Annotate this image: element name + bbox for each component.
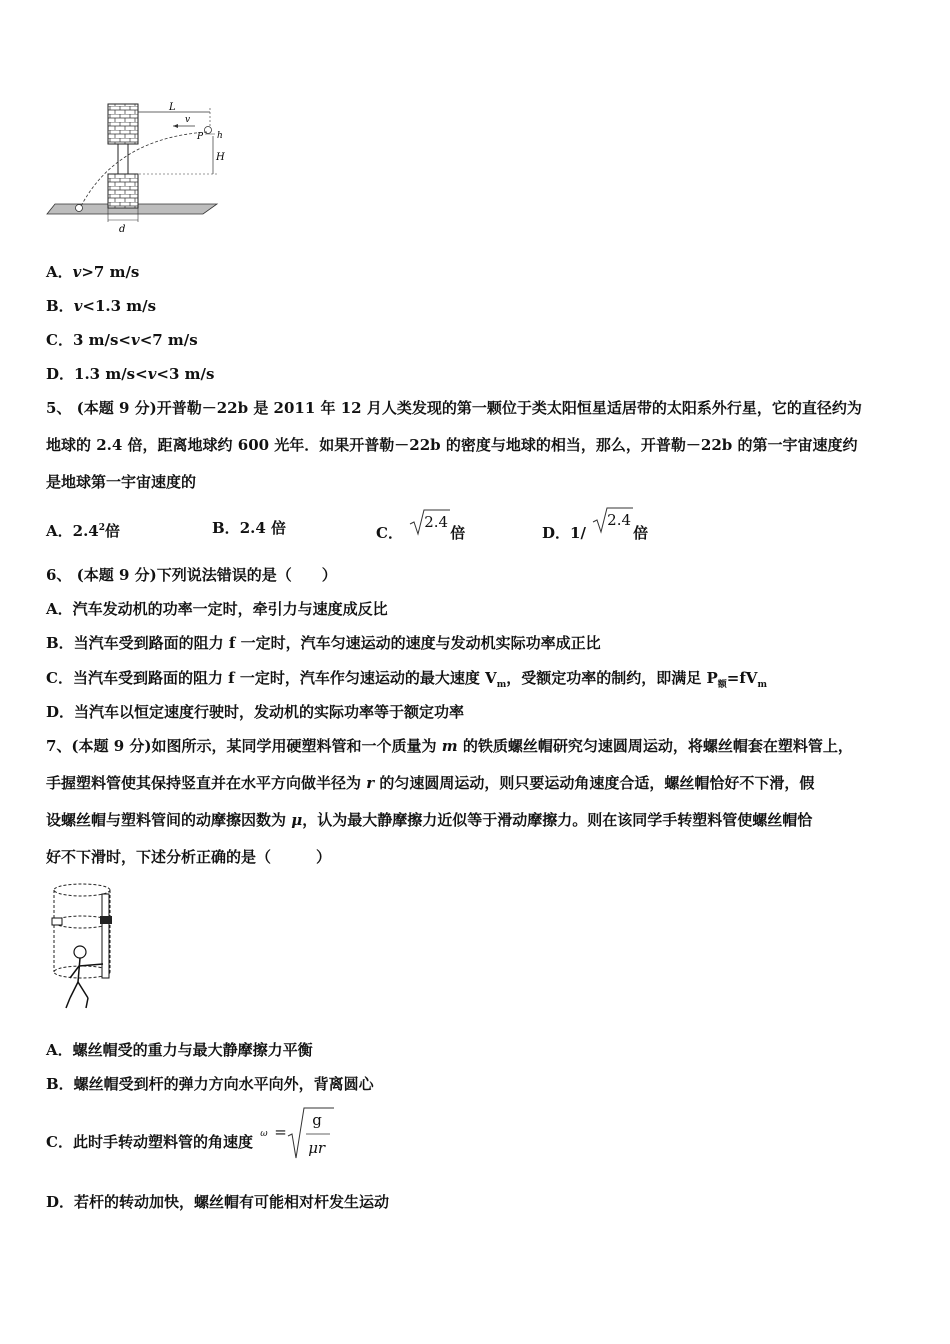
q7-stem-line4: 好不下滑时，下述分析正确的是（ ） [46, 848, 332, 866]
q5-option-a: A．$2.4^2$倍 [46, 522, 121, 540]
person-head [74, 946, 86, 958]
q6-stem: 6、 (本题 9 分)下列说法错误的是（ ） [46, 566, 337, 584]
spinning-tube-figure [48, 880, 128, 1015]
label-P: P [197, 132, 204, 142]
q7-option-c: C．此时手转动塑料管的角速度 ω = g μr [46, 1132, 333, 1152]
label-d: d [119, 224, 126, 235]
q7-stem-line2: 手握塑料管使其保持竖直并在水平方向做半径为 r 的匀速圆周运动，则只要运动角速度合适，螺丝帽恰好不下滑，假 [46, 774, 815, 792]
sqrt-expression: 2.4 [408, 518, 450, 538]
q5-stem-line3: 是地球第一宇宙速度的 [46, 473, 197, 491]
q7-option-d: D．若杆的转动加快，螺丝帽有可能相对杆发生运动 [46, 1193, 390, 1211]
q5-stem-line1: 5、 (本题 9 分)开普勒－22b 是 2011 年 12 月人类发现的第一颗位于类太阳恒星适居带的太阳系外行星，它的直径约为 [46, 399, 862, 417]
q7-stem-line3: 设螺丝帽与塑料管间的动摩擦因数为 μ，认为最大静摩擦力近似等于滑动摩擦力。则在该同学手转塑料管使螺丝帽恰 [46, 811, 813, 829]
q4-option-b: B．v<1.3 m/s [46, 297, 157, 315]
omega-formula: ω = g μr [258, 1132, 333, 1152]
label-L: L [169, 102, 176, 113]
lower-wall [108, 174, 138, 208]
ball-ground [76, 205, 83, 212]
q6-option-d: D．当汽车以恒定速度行驶时，发动机的实际功率等于额定功率 [46, 703, 465, 721]
projectile-figure [45, 98, 225, 238]
sqrt-expression: 2.4 [591, 518, 633, 538]
q6-option-b: B．当汽车受到路面的阻力 f 一定时，汽车匀速运动的速度与发动机实际功率成正比 [46, 634, 601, 652]
trajectory [79, 132, 207, 210]
screw-nut [100, 916, 112, 924]
label-v: v [185, 115, 191, 125]
q5-option-c: C． 2.4 倍 [376, 518, 465, 543]
pillar [118, 144, 128, 174]
q5-option-b: B．2.4 倍 [212, 519, 287, 537]
q7-stem-line1: 7、(本题 9 分)如图所示，某同学用硬塑料管和一个质量为 m 的铁质螺丝帽研究匀速圆周运动，将螺丝帽套在塑料管上， [46, 737, 853, 755]
label-h: h [217, 131, 223, 141]
q4-option-c: C．3 m/s<v<7 m/s [46, 331, 198, 349]
q6-option-a: A．汽车发动机的功率一定时，牵引力与速度成反比 [46, 600, 388, 618]
label-H: H [216, 152, 225, 163]
upper-wall [108, 104, 138, 144]
q7-option-a: A．螺丝帽受的重力与最大静摩擦力平衡 [46, 1041, 313, 1059]
plastic-tube [102, 894, 109, 978]
q7-option-b: B．螺丝帽受到杆的弹力方向水平向外，背离圆心 [46, 1075, 374, 1093]
q5-stem-line2: 地球的 2.4 倍，距离地球约 600 光年．如果开普勒－22b 的密度与地球的相当，那么，开普勒－22b 的第一宇宙速度约 [46, 436, 858, 454]
q4-option-d: D．1.3 m/s<v<3 m/s [46, 365, 215, 383]
q5-option-d: D．1/ 2.4 倍 [542, 518, 648, 543]
q4-option-a: A．v>7 m/s [46, 263, 140, 281]
q6-option-c: C．当汽车受到路面的阻力 f 一定时，汽车作匀速运动的最大速度 $V_m$，受额定功率的制约，即满足 $P_额=fV_m$ [46, 669, 767, 690]
